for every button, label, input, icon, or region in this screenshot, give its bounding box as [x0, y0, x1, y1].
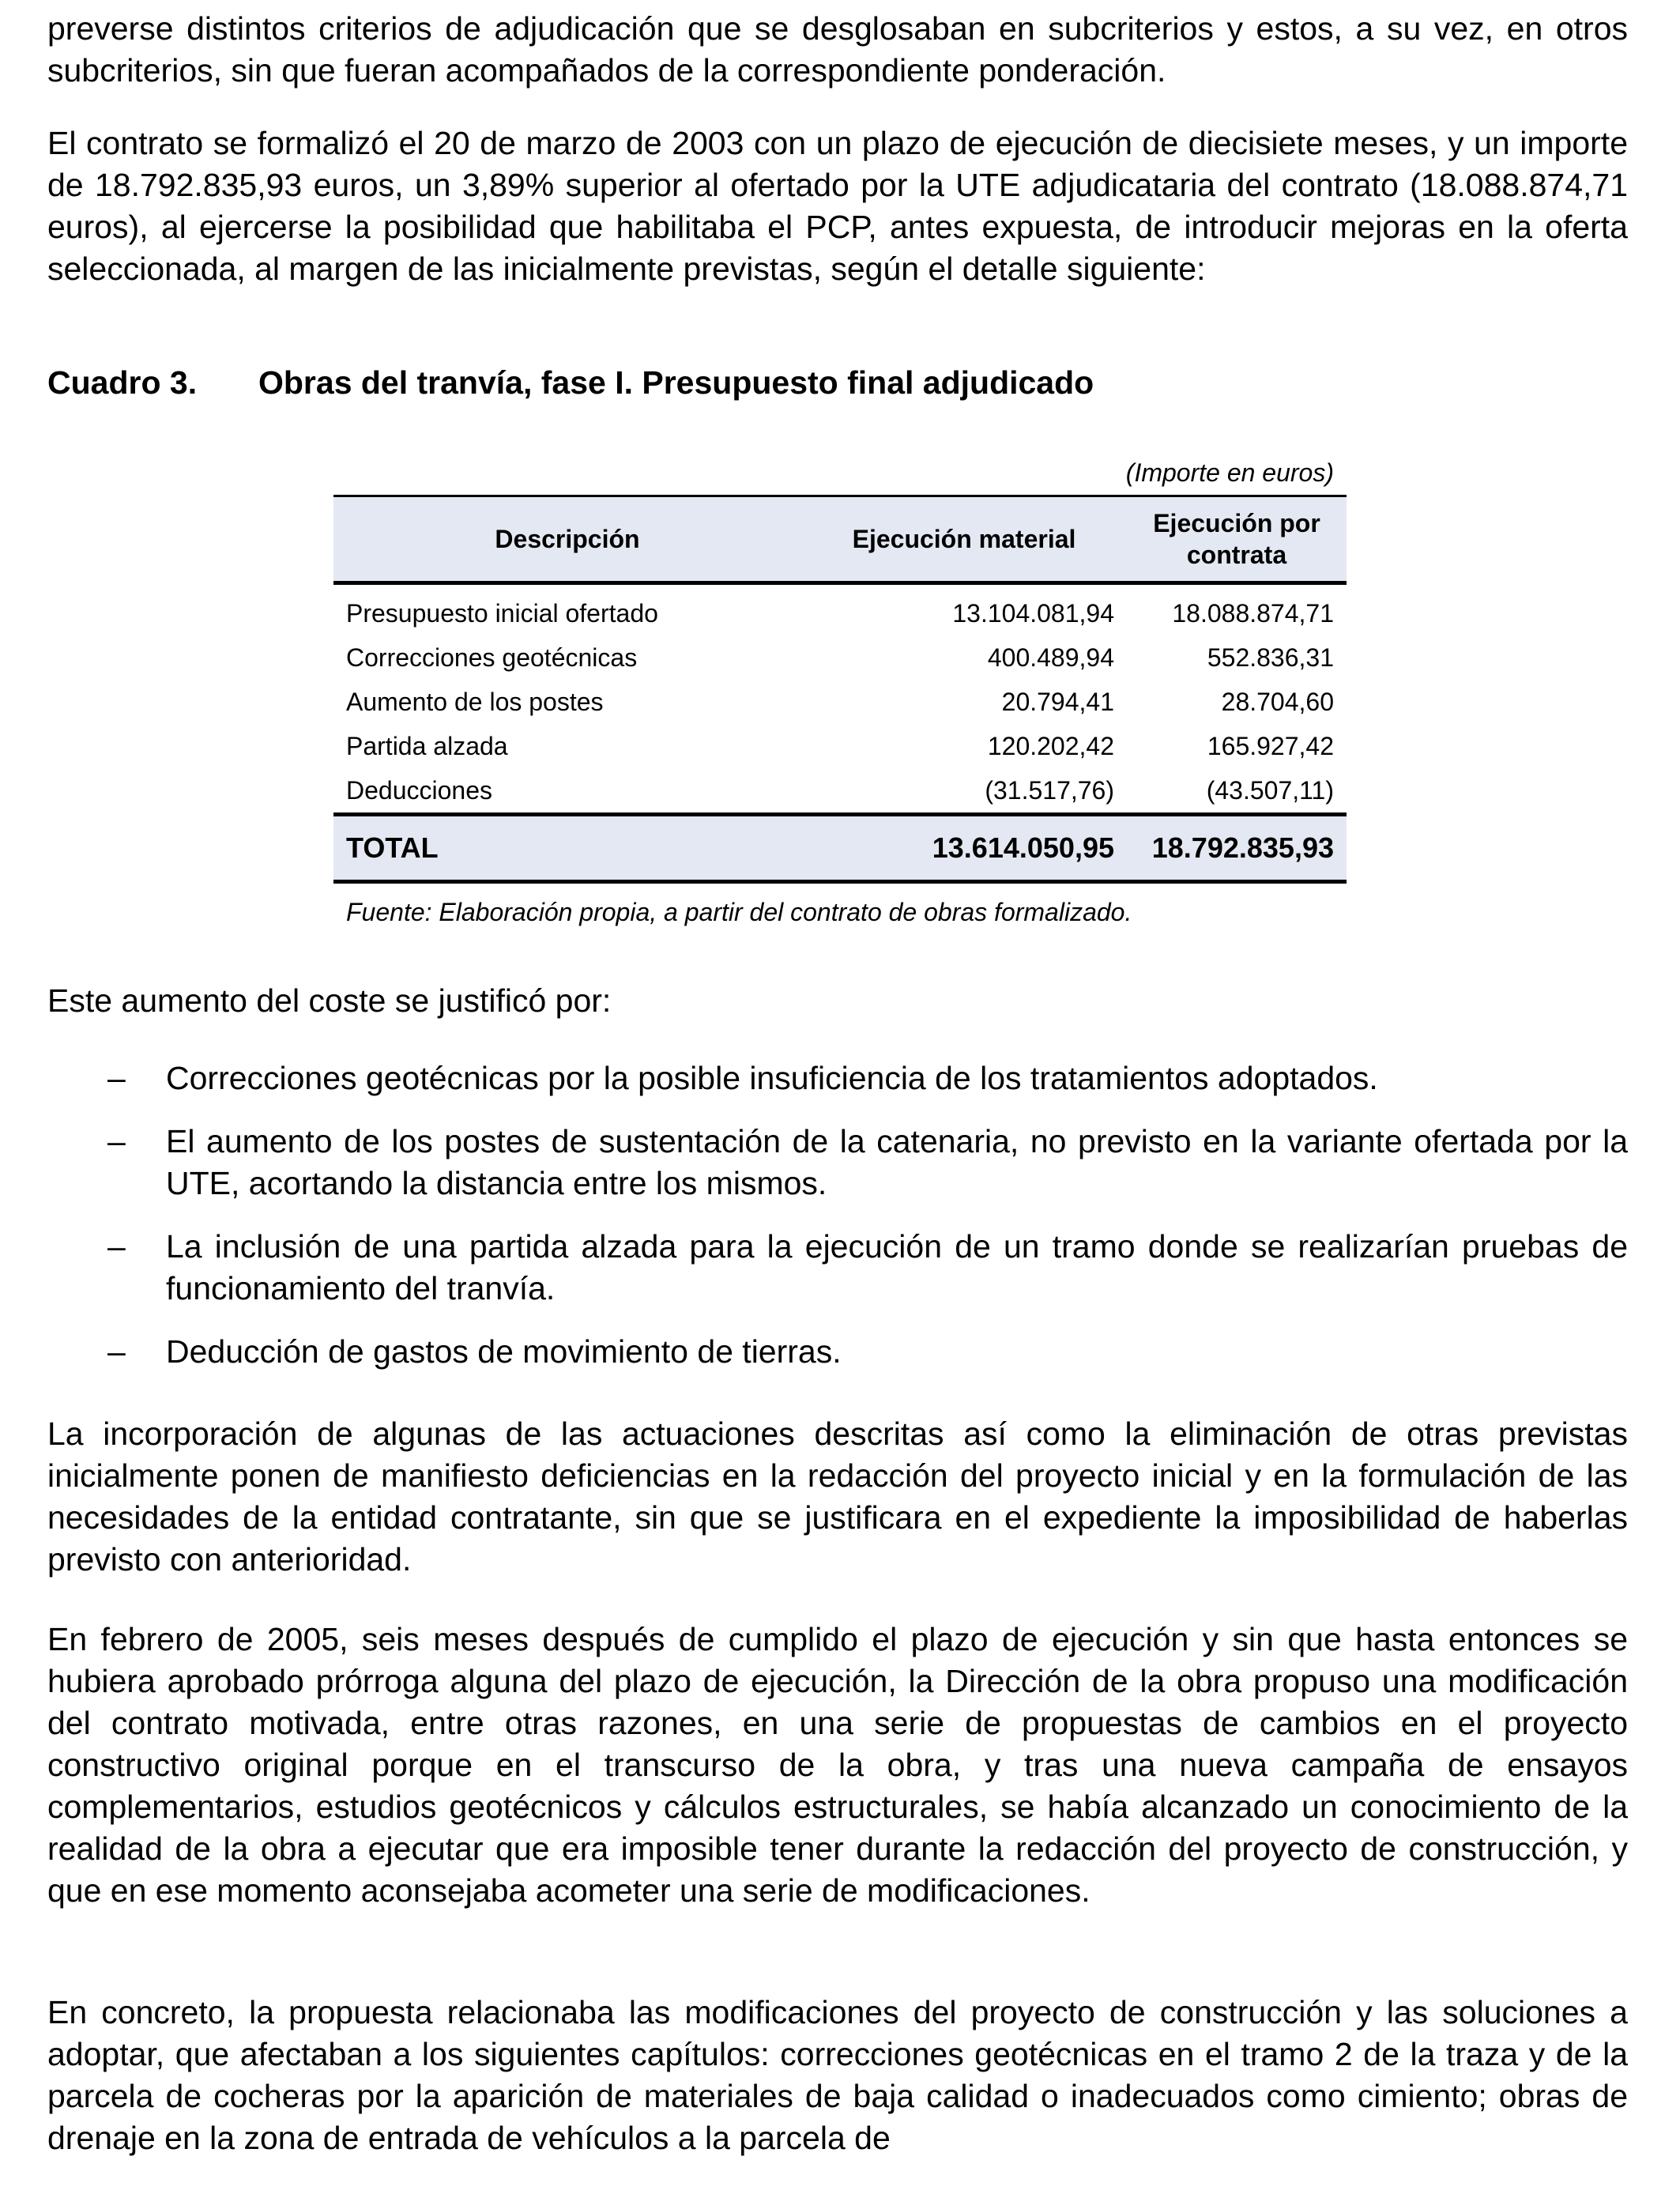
header-contract: Ejecución por contrata	[1127, 496, 1347, 583]
list-item-text: La inclusión de una partida alzada para la ejecución de un tramo donde se realizarían pruebas de funcionamiento del tranvía.	[166, 1228, 1628, 1306]
row-description: Deducciones	[346, 776, 492, 805]
row-description: Aumento de los postes	[346, 688, 604, 716]
dash-bullet: –	[107, 1060, 126, 1096]
row-contract: 165.927,42	[1207, 732, 1334, 760]
row-material: (31.517,76)	[985, 776, 1114, 805]
paragraph-justification-lead: Este aumento del coste se justificó por:	[47, 982, 612, 1019]
list-item-text: Correcciones geotécnicas por la posible insuficiencia de los tratamientos adoptados.	[166, 1060, 1378, 1096]
list-item	[47, 1226, 1628, 1310]
paragraph-deficiencies: La incorporación de algunas de las actuaciones descritas así como la eliminación de otras previstas inicialmente ponen de manifiesto deficiencias en la redacción del proyecto inicial y en la formulación de las necesidades de la entidad contratante, sin que se justificara en el expediente la imposibilidad de haberlas previsto con anterioridad.	[47, 1416, 1628, 1578]
paragraph-modification: En febrero de 2005, seis meses después de cumplido el plazo de ejecución y sin que hasta entonces se hubiera aprobado prórroga alguna del plazo de ejecución, la Dirección de la obra propuso una modificación del contrato motivada, entre otras razones, en una serie de propuestas de cambios en el proyecto constructivo original porque en el transcurso de la obra, y tras una nueva campaña de ensayos complementarios, estudios geotécnicos y cálculos estructurales, se había alcanzado un conocimiento de la realidad de la obra a ejecutar que era imposible tener durante la redacción del proyecto de construcción, y que en ese momento aconsejaba acometer una serie de modificaciones.	[47, 1621, 1628, 1909]
total-label: TOTAL	[333, 815, 801, 882]
list-item	[47, 1331, 1628, 1373]
caption-title: Obras del tranvía, fase I. Presupuesto final adjudicado	[258, 364, 1094, 401]
dash-bullet: –	[107, 1333, 126, 1370]
header-material: Ejecución material	[801, 496, 1127, 583]
row-description: Presupuesto inicial ofertado	[346, 599, 658, 628]
list-item-text: Deducción de gastos de movimiento de tierras.	[166, 1333, 842, 1370]
row-material: 400.489,94	[987, 643, 1114, 672]
row-contract: 28.704,60	[1221, 688, 1334, 716]
table-row	[333, 768, 1347, 815]
table-row	[333, 724, 1347, 768]
table-row	[333, 635, 1347, 680]
table-total-row	[333, 815, 1347, 882]
caption-number: Cuadro 3.	[47, 364, 198, 401]
list-item	[47, 1057, 1628, 1099]
row-material: 20.794,41	[1001, 688, 1114, 716]
table-source: Fuente: Elaboración propia, a partir del contrato de obras formalizado.	[346, 898, 1132, 926]
row-contract: (43.507,11)	[1206, 776, 1334, 805]
list-item-text: El aumento de los postes de sustentación de la catenaria, no previsto en la variante ofertada por la UTE, acortando la distancia entre los mismos.	[166, 1123, 1628, 1201]
paragraph-contract: El contrato se formalizó el 20 de marzo de 2003 con un plazo de ejecución de diecisiete meses, y un importe de 18.792.835,93 euros, un 3,89% superior al ofertado por la UTE adjudicataria del contrato (18.088.874,71 euros), al ejercerse la posibilidad que habilitaba el PCP, antes expuesta, de introducir mejoras en la oferta seleccionada, al margen de las inicialmente previstas, según el detalle siguiente:	[47, 125, 1628, 287]
row-description: Correcciones geotécnicas	[346, 643, 638, 672]
table-row	[333, 680, 1347, 724]
paragraph-proposal: En concreto, la propuesta relacionaba las modificaciones del proyecto de construcción y las soluciones a adoptar, que afectaban a los siguientes capítulos: correcciones geotécnicas en el tramo 2 de la traza y de la parcela de cocheras por la aparición de materiales de baja calidad o inadecuados como cimiento; obras de drenaje en la zona de entrada de vehículos a la parcela de	[47, 1994, 1628, 2156]
row-material: 13.104.081,94	[952, 599, 1114, 628]
dash-bullet: –	[107, 1123, 126, 1159]
budget-table	[333, 495, 1347, 884]
header-description: Descripción	[333, 496, 801, 583]
total-material: 13.614.050,95	[801, 815, 1127, 882]
list-item	[47, 1121, 1628, 1204]
row-material: 120.202,42	[987, 732, 1114, 760]
table-header-row	[333, 496, 1347, 583]
dash-bullet: –	[107, 1228, 126, 1265]
row-description: Partida alzada	[346, 732, 508, 760]
table-units: (Importe en euros)	[1125, 458, 1334, 487]
justification-list	[47, 1057, 1628, 1394]
table-row	[333, 583, 1347, 636]
total-contract: 18.792.835,93	[1127, 815, 1347, 882]
table-caption	[47, 362, 1628, 404]
row-contract: 552.836,31	[1207, 643, 1334, 672]
paragraph-criteria: preverse distintos criterios de adjudicación que se desglosaban en subcriterios y estos, a su vez, en otros subcriterios, sin que fueran acompañados de la correspondiente ponderación.	[47, 10, 1628, 89]
budget-table-block	[333, 457, 1347, 928]
row-contract: 18.088.874,71	[1172, 599, 1334, 628]
